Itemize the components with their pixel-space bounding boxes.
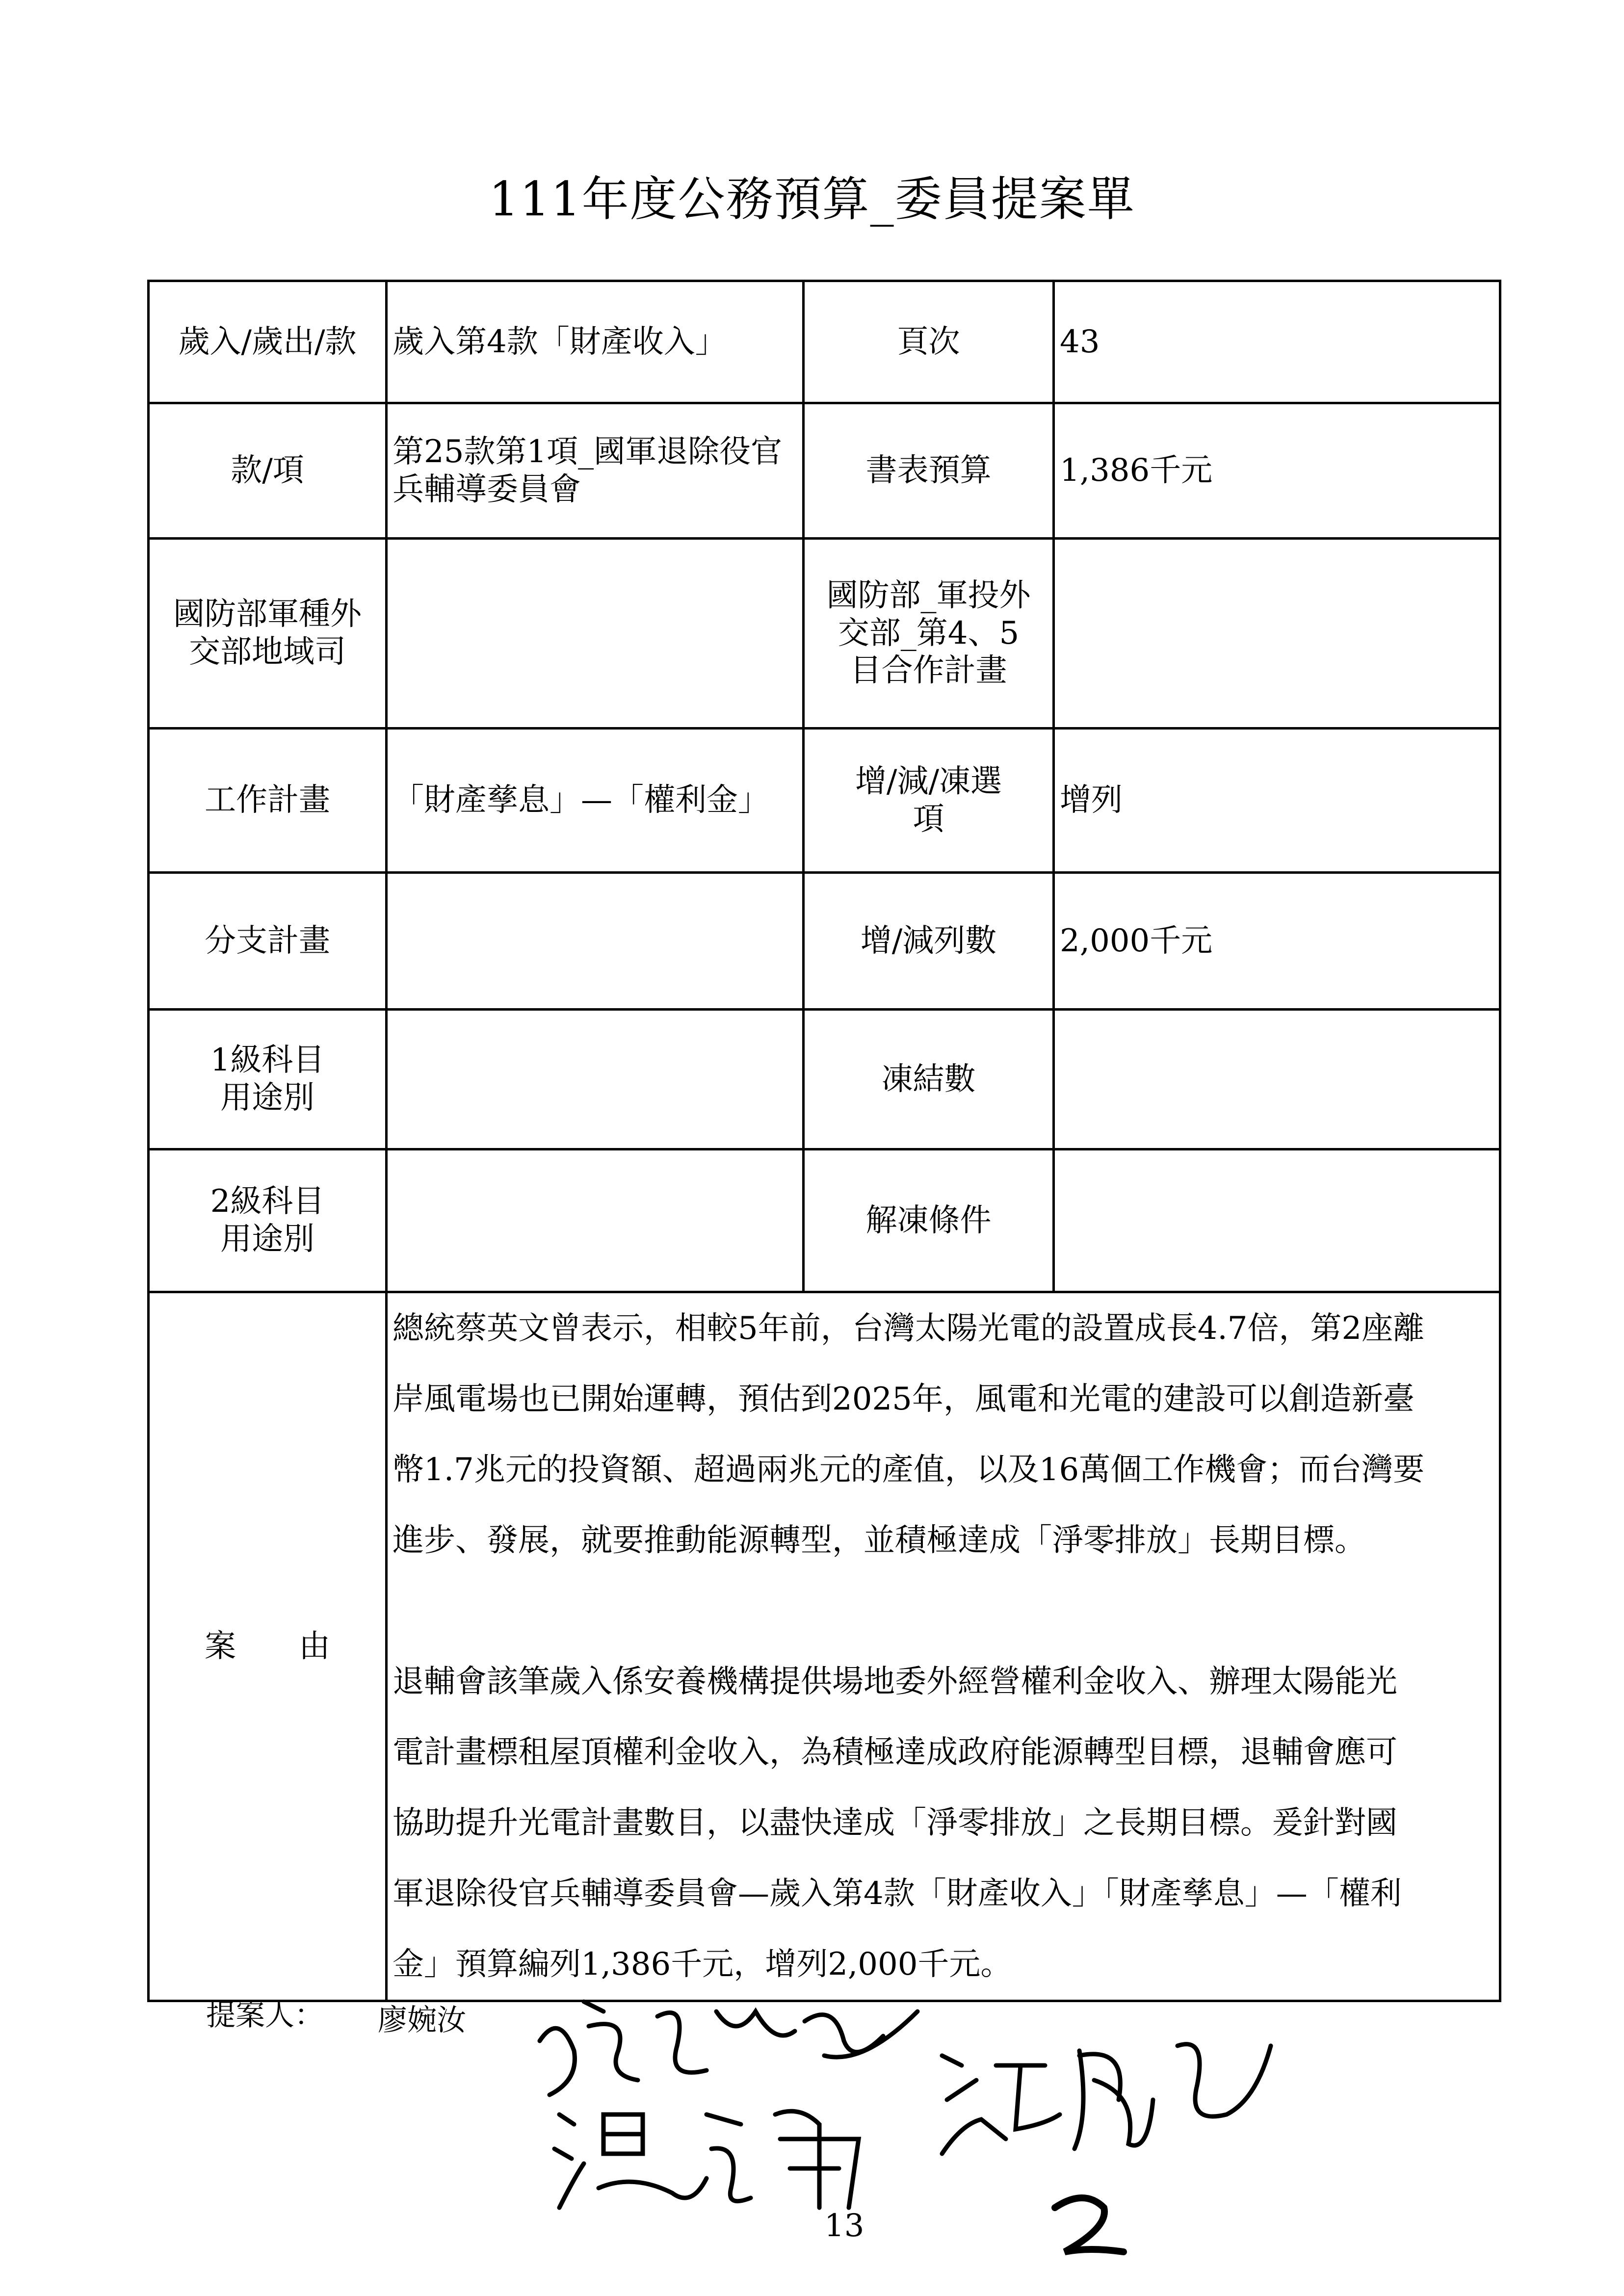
signature-1 [530,1982,932,2105]
field-label: 國防部軍種外交部地域司 [149,539,387,729]
field-value [1054,1010,1500,1149]
field-value: 增列 [1054,729,1500,873]
table-row [149,1292,1500,2001]
field-value [387,873,804,1010]
field-value: 1,386千元 [1054,403,1500,539]
field-label: 分支計畫 [149,873,387,1010]
field-value: 2,000千元 [1054,873,1500,1010]
field-value: 第25款第1項_國軍退除役官兵輔導委員會 [387,403,804,539]
field-label: 國防部_軍投外交部_第4、5目合作計畫 [804,539,1054,729]
table-row [149,1149,1500,1292]
reason-cell [387,1292,1500,2001]
reason-line: 金」預算編列1,386千元，增列2,000千元。 [393,1946,1012,1983]
field-label: 歲入/歲出/款 [149,281,387,403]
field-label: 2級科目用途別 [149,1149,387,1292]
field-label: 頁次 [804,281,1054,403]
reason-line: 協助提升光電計畫數目，以盡快達成「淨零排放」之長期目標。爰針對國 [393,1805,1397,1841]
field-value [387,539,804,729]
document-title: 111年度公務預算_委員提案單 [489,172,1135,227]
reason-line: 進步、發展，就要推動能源轉型，並積極達成「淨零排放」長期目標。 [393,1522,1366,1559]
reason-line: 退輔會該筆歲入係安養機構提供場地委外經營權利金收入、辦理太陽能光 [393,1664,1397,1700]
field-label: 1級科目用途別 [149,1010,387,1149]
table-row [149,539,1500,729]
field-label: 解凍條件 [804,1149,1054,1292]
table-row [149,873,1500,1010]
field-value [1054,539,1500,729]
field-label: 凍結數 [804,1010,1054,1149]
field-value: 歲入第4款「財產收入」 [387,281,804,403]
reason-line: 軍退除役官兵輔導委員會—歲入第4款「財產收入」「財產孳息」—「權利 [393,1876,1402,1912]
field-label: 書表預算 [804,403,1054,539]
table-row [149,1010,1500,1149]
table-row [149,729,1500,873]
field-label: 工作計畫 [149,729,387,873]
field-value: 43 [1054,281,1500,403]
proposer-label: 提案人： [206,1998,324,2033]
reason-text [388,1293,1499,2000]
reason-line: 岸風電場也已開始運轉，預估到2025年，風電和光電的建設可以創造新臺 [393,1381,1414,1417]
reason-line: 總統蔡英文曾表示，相較5年前，台灣太陽光電的設置成長4.7倍，第2座離 [393,1310,1425,1347]
proposer-name: 廖婉汝 [378,2003,466,2037]
table-row [149,403,1500,539]
reason-line: 電計畫標租屋頂權利金收入，為積極達成政府能源轉型目標，退輔會應可 [393,1734,1397,1771]
field-value [1054,1149,1500,1292]
cosign-count [1035,2183,1133,2267]
field-label: 款/項 [149,403,387,539]
field-label: 增/減/凍選項 [804,729,1054,873]
reason-line: 幣1.7兆元的投資額、超過兩兆元的產值，以及16萬個工作機會；而台灣要 [393,1452,1425,1488]
reason-label: 案 由 [149,1292,387,2001]
signature-3 [932,2026,1285,2173]
page-number: 13 [824,2208,864,2244]
field-label: 增/減列數 [804,873,1054,1010]
field-value [387,1010,804,1149]
field-value: 「財產孳息」—「權利金」 [387,729,804,873]
proposal-table [147,280,1501,2002]
signature-2 [545,2095,898,2222]
table-row [149,281,1500,403]
field-value [387,1149,804,1292]
